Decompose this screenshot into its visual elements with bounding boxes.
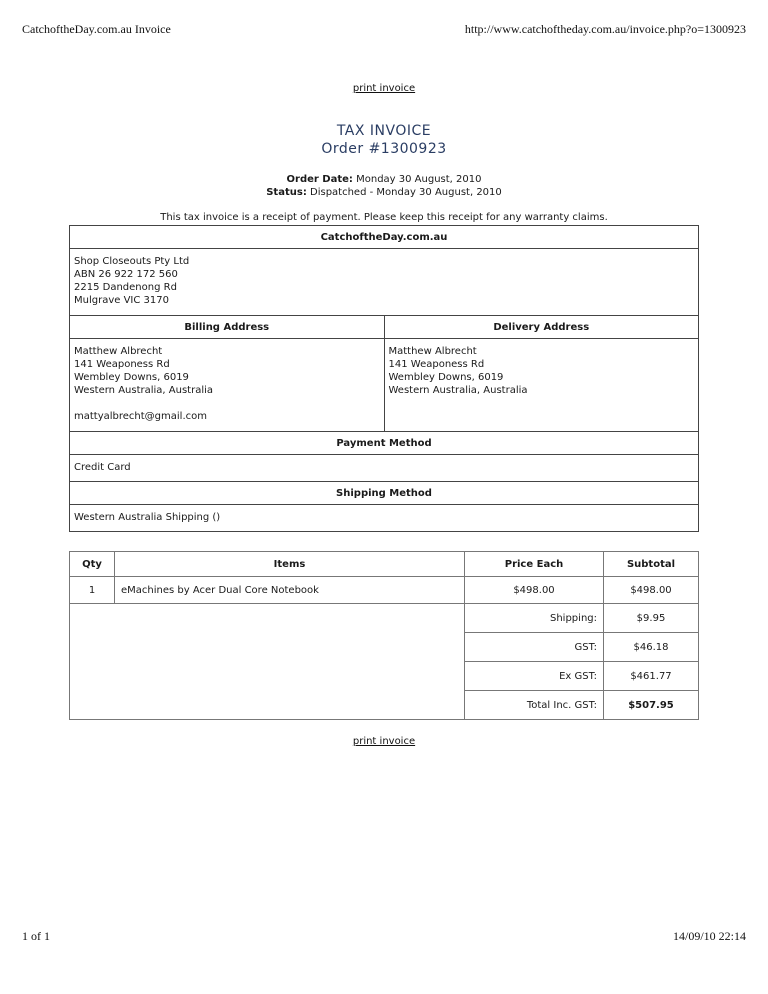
pdf-header (22, 22, 746, 37)
order-date-line (0, 173, 768, 186)
delivery-suburb: Wembley Downs, 6019 (388, 372, 504, 383)
company-details (70, 249, 699, 316)
col-qty: Qty (70, 552, 115, 577)
billing-state: Western Australia, Australia (74, 385, 214, 396)
shipping-amount: $9.95 (604, 604, 699, 633)
total-amount: $507.95 (604, 691, 699, 720)
col-price: Price Each (465, 552, 604, 577)
billing-name: Matthew Albrecht (74, 346, 163, 357)
gst-amount: $46.18 (604, 633, 699, 662)
print-invoice-link-bottom[interactable]: print invoice (352, 736, 416, 747)
row-price: $498.00 (465, 577, 604, 604)
shipping-heading: Shipping Method (70, 482, 699, 505)
company-city: Mulgrave VIC 3170 (74, 295, 169, 306)
delivery-street: 141 Weaponess Rd (388, 359, 485, 370)
print-invoice-link[interactable]: print invoice (352, 83, 416, 94)
receipt-note: This tax invoice is a receipt of payment. Please keep this receipt for any warranty claims. (160, 212, 608, 223)
total-label: Total Inc. GST: (465, 691, 604, 720)
payment-heading: Payment Method (70, 432, 699, 455)
billing-suburb: Wembley Downs, 6019 (74, 372, 189, 383)
billing-address (70, 339, 385, 432)
billing-email: mattyalbrecht@gmail.com (74, 411, 207, 422)
row-subtotal: $498.00 (604, 577, 699, 604)
company-abn: ABN 26 922 172 560 (74, 269, 178, 280)
order-number: Order #1300923 (321, 141, 447, 157)
invoice-info-table (69, 225, 699, 532)
delivery-address (384, 339, 699, 432)
gst-label: GST: (465, 633, 604, 662)
ex-gst-amount: $461.77 (604, 662, 699, 691)
invoice-title-block (0, 122, 768, 158)
shipping-label: Shipping: (465, 604, 604, 633)
col-subtotal: Subtotal (604, 552, 699, 577)
billing-street: 141 Weaponess Rd (74, 359, 170, 370)
page-count: 1 of 1 (22, 929, 50, 943)
shipping-value: Western Australia Shipping () (70, 505, 699, 532)
order-date-value: Monday 30 August, 2010 (356, 174, 482, 185)
print-invoice-top (0, 83, 768, 94)
payment-value: Credit Card (70, 455, 699, 482)
status-line (0, 186, 768, 199)
print-timestamp: 14/09/10 22:14 (672, 929, 746, 943)
invoice-title: TAX INVOICE (336, 123, 432, 139)
row-item: eMachines by Acer Dual Core Notebook (115, 577, 465, 604)
table-row (70, 577, 699, 604)
pdf-header-title: CatchoftheDay.com.au Invoice (22, 22, 171, 36)
delivery-name: Matthew Albrecht (388, 346, 477, 357)
order-date-label: Order Date: (286, 174, 353, 185)
row-qty: 1 (70, 577, 115, 604)
print-invoice-bottom (0, 736, 768, 747)
status-label: Status: (266, 187, 307, 198)
pdf-header-url: http://www.catchoftheday.com.au/invoice.php?o=1300923 (464, 22, 746, 36)
col-items: Items (115, 552, 465, 577)
items-table (69, 551, 699, 720)
company-street: 2215 Dandenong Rd (74, 282, 177, 293)
company-heading: CatchoftheDay.com.au (70, 226, 699, 249)
status-value: Dispatched - Monday 30 August, 2010 (310, 187, 502, 198)
delivery-heading: Delivery Address (384, 316, 699, 339)
order-meta (0, 173, 768, 199)
company-name: Shop Closeouts Pty Ltd (74, 256, 190, 267)
pdf-footer (22, 929, 746, 944)
billing-heading: Billing Address (70, 316, 385, 339)
ex-gst-label: Ex GST: (465, 662, 604, 691)
summary-spacer (70, 604, 465, 720)
delivery-state: Western Australia, Australia (388, 385, 528, 396)
